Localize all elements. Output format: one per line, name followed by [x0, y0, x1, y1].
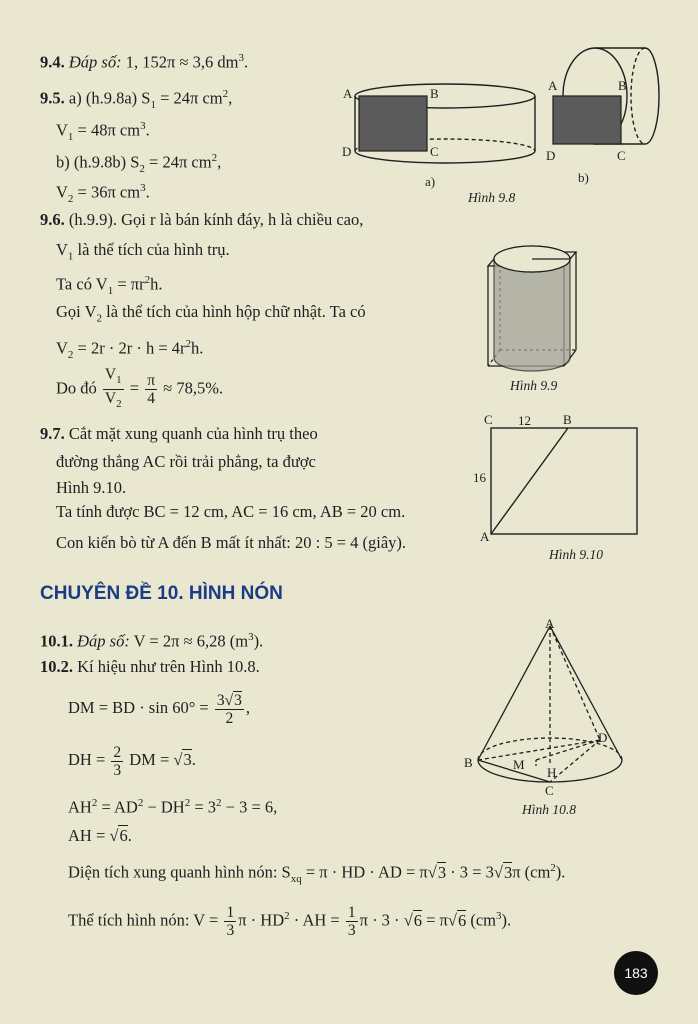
fig98-label-a1: A: [343, 86, 353, 101]
answer-10-2-ah: AH = √6.: [68, 826, 132, 845]
fig98-sub-b: b): [578, 170, 589, 185]
fig108-label-m: M: [513, 757, 525, 772]
fig108-label-h: H: [547, 765, 557, 780]
fig98-caption: Hình 9.8: [468, 190, 516, 205]
fig98-label-b2: B: [618, 78, 627, 93]
answer-10-1: 10.1. Đáp số: V = 2π ≈ 6,28 $(m^3)$.: [40, 631, 264, 651]
answer-9-7-line3: Hình 9.10.: [56, 478, 127, 497]
answer-9-6-ratio: Do đó $\frac{V_1}{V_2}$ = $\frac{\pi}{4}$ ≈ 78,5%.: [56, 366, 223, 413]
answer-10-2-intro: 10.2. Kí hiệu như trên Hình 10.8.: [40, 657, 260, 676]
answer-9-7-line2: đường thẳng AC rồi trải phẳng, ta được: [56, 452, 316, 471]
answer-10-2-dh: DH = $\frac{2}{3}$ DM = √3.: [68, 743, 196, 779]
fig98-label-d1: D: [342, 144, 352, 159]
fig98-label-d2: D: [546, 148, 556, 163]
chapter-heading: CHUYÊN ĐỀ 10. HÌNH NÓN: [40, 583, 283, 604]
fig910-label-12: 12: [518, 413, 531, 428]
figure-9-8: [335, 38, 665, 208]
answer-9-6-line1: 9.6. (h.9.9). Gọi r là bán kính đáy, h là chiều cao,: [40, 210, 364, 229]
fig108-label-a: A: [545, 616, 555, 631]
fig910-label-16: 16: [473, 470, 486, 485]
answer-9-5-line1: 9.5. a) (h.9.8a) $S_1 = 24\pi$ $cm^2$,: [40, 88, 233, 111]
fig108-caption: Hình 10.8: [522, 802, 576, 817]
ratio-v1-v2: $\frac{V_1}{V_2}$: [104, 366, 122, 411]
answer-9-7-line5: Con kiến bò từ A đến B mất ít nhất: 20 : 5 = 4 (giây).: [56, 533, 407, 552]
answer-9-5-line3: b) (h.9.8b) $S_2 = 24\pi$ $cm^2$,: [56, 152, 222, 175]
answer-9-7-line4: Ta tính được BC = 12 cm, AC = 16 cm, AB = 20 cm.: [56, 502, 406, 521]
answer-9-7-line1: 9.7. Cắt mặt xung quanh của hình trụ theo: [40, 424, 318, 443]
fig910-caption: Hình 9.10: [549, 547, 603, 562]
page-number: 183: [614, 951, 658, 995]
ratio-pi-4: $\frac{\pi}{4}$: [147, 372, 156, 408]
fig99-caption: Hình 9.9: [510, 378, 558, 393]
answer-9-6-line5: $V_2 = 2r \cdot 2r \cdot h = 4r^2h$.: [56, 338, 204, 361]
answer-9-5-line2: $V_1 = 48\pi$ $cm^3$.: [56, 120, 150, 143]
fig98-label-c2: C: [617, 148, 626, 163]
fig910-label-a: A: [480, 529, 490, 544]
answer-9-4: 9.4. Đáp số: 1, 152π ≈ 3,6 $dm^3$.: [40, 52, 249, 72]
frac-1-3-a: $\frac{1}{3}$: [226, 904, 235, 940]
frac-1-3-b: $\frac{1}{3}$: [347, 904, 356, 940]
answer-9-6-line2: $V_1$ là thể tích của hình trụ.: [56, 240, 230, 263]
fig910-label-b: B: [563, 412, 572, 427]
answer-9-6-line4: Gọi $V_2$ là thể tích của hình hộp chữ nhật. Ta có: [56, 302, 366, 325]
answer-10-2-ah2: $AH^2 = AD^2 - DH^2 = 3^2 - 3 = 6$,: [68, 797, 278, 817]
answer-10-2-dm: DM = BD · sin 60° = $\frac{3√3}{2}$ ,: [68, 691, 250, 727]
frac-3sqrt3-2: $\frac{3√3}{2}$: [216, 691, 242, 727]
answer-9-5-line4: $V_2 = 36\pi$ $cm^3$.: [56, 182, 150, 205]
fig108-label-d: D: [598, 730, 608, 745]
figure-9-9: [480, 236, 590, 376]
answer-10-2-sxq: Diện tích xung quanh hình nón: $S_{xq} = \pi$ · HD · AD = π√3 · 3 = 3√3π $(cm^2)$.: [68, 862, 566, 885]
fig910-label-c: C: [484, 412, 493, 427]
fig108-label-c: C: [545, 783, 554, 798]
fig98-label-c1: C: [430, 144, 439, 159]
frac-2-3: $\frac{2}{3}$: [113, 743, 122, 779]
fig98-sub-a: a): [425, 174, 436, 189]
fig108-label-b: B: [464, 755, 473, 770]
answer-10-2-volume: Thể tích hình nón: V = $\frac{1}{3}$ $\pi \cdot HD^2$ · AH = $\frac{1}{3}$ π · 3 · √6 = π√6 $(cm^3)$.: [68, 904, 512, 940]
figure-9-10: [490, 424, 640, 536]
fig98-label-b1: B: [430, 86, 439, 101]
answer-9-6-line3: Ta có $V_1 = \pi r^2h$.: [56, 274, 163, 297]
fig98-label-a2: A: [548, 78, 558, 93]
